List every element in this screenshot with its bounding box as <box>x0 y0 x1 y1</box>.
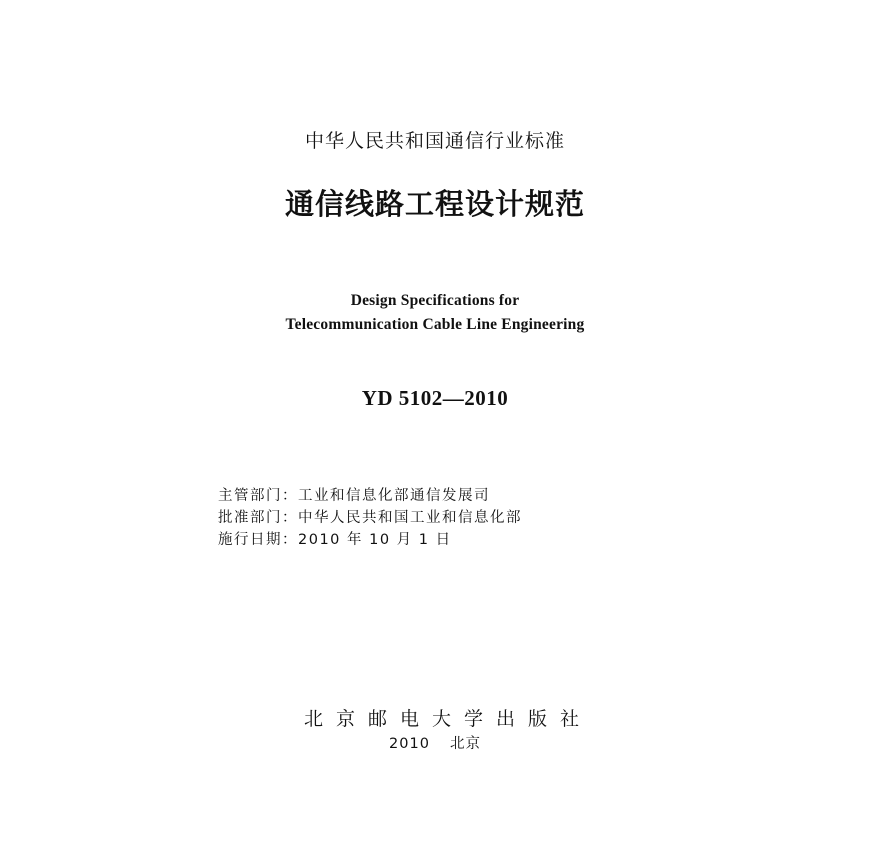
document-metadata <box>218 485 522 551</box>
publisher-name: 北京邮电大学出版社 <box>303 708 592 730</box>
effective-date-label: 施行日期： <box>218 532 298 548</box>
effective-date-value: 2010 年 10 月 1 日 <box>298 532 452 548</box>
document-title-english-line-2: Telecommunication Cable Line Engineering <box>285 316 585 333</box>
competent-department-label: 主管部门： <box>218 488 298 504</box>
approval-department-value: 中华人民共和国工业和信息化部 <box>298 510 522 526</box>
standard-number: YD 5102—2010 <box>361 386 509 410</box>
competent-department-value: 工业和信息化部通信发展司 <box>298 488 490 504</box>
standard-series-heading: 中华人民共和国通信行业标准 <box>304 130 565 152</box>
document-title-english-line-1: Design Specifications for <box>350 292 520 309</box>
approval-department-label: 批准部门： <box>218 510 298 526</box>
publication-place: 北京 <box>449 736 481 752</box>
competent-department-row <box>218 485 522 507</box>
approval-department-row <box>218 507 522 529</box>
publication-year: 2010 <box>389 736 430 752</box>
publication-year-place <box>0 732 870 753</box>
document-title-chinese: 通信线路工程设计规范 <box>284 187 585 221</box>
effective-date-row <box>218 529 522 551</box>
